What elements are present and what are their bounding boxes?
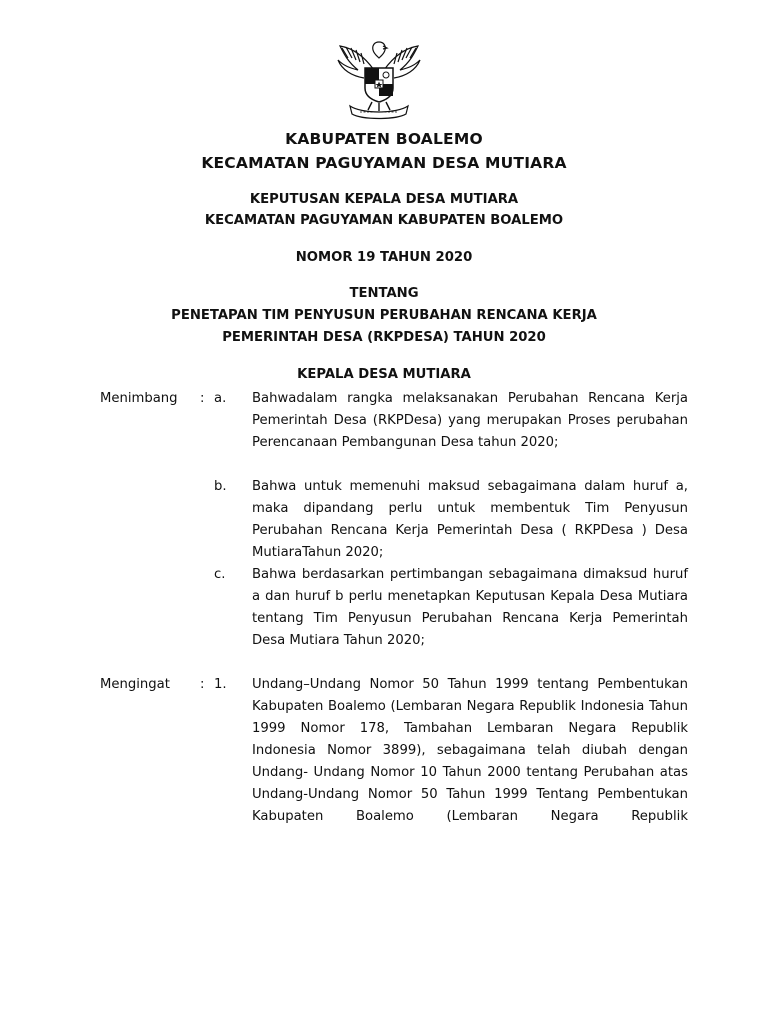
decree-title: KEPUTUSAN KEPALA DESA MUTIARA: [249, 192, 519, 207]
mengingat-colon: :: [200, 677, 205, 692]
issuer-heading: KEPALA DESA MUTIARA: [297, 367, 471, 382]
mengingat-item-1: Undang–Undang Nomor 50 Tahun 1999 tentang Pembentukan Kabupaten Boalemo (Lembaran Negara Republik Indonesia Tahun 1999 Nomor 178, Tambahan Lembaran Negara Republik Indonesia Nomor 3899), sebagaimana telah diubah dengan Undang- Undang Nomor 10 Tahun 2000 tentang Perubahan atas Undang-Undang Nomor 50 Tahun 1999 Tentang Pembentukan Kabupaten Boalemo (Lembaran Negara Republik: [252, 677, 688, 824]
decree-number: NOMOR 19 TAHUN 2020: [295, 250, 473, 265]
item-letter: a.: [214, 391, 227, 406]
item-letter: b.: [214, 479, 227, 494]
regency-heading: KABUPATEN BOALEMO: [285, 130, 483, 148]
menimbang-colon: :: [200, 391, 205, 406]
item-letter: c.: [214, 567, 226, 582]
decree-title-sub: KECAMATAN PAGUYAMAN KABUPATEN BOALEMO: [204, 213, 564, 228]
item-number: 1.: [214, 677, 227, 692]
decree-subject: PENETAPAN TIM PENYUSUN PERUBAHAN RENCANA KERJA: [171, 308, 597, 323]
menimbang-item-a: Bahwadalam rangka melaksanakan Perubahan Rencana Kerja Pemerintah Desa (RKPDesa) yang merupakan Proses perubahan Perencanaan Pembangunan Desa tahun 2020;: [252, 391, 688, 450]
garuda-emblem: [334, 36, 424, 122]
mengingat-label: Mengingat: [100, 677, 170, 692]
menimbang-label: Menimbang: [100, 391, 178, 406]
about-label: TENTANG: [349, 286, 419, 301]
decree-subject-cont: PEMERINTAH DESA (RKPDESA) TAHUN 2020: [222, 330, 546, 345]
menimbang-item-c: Bahwa berdasarkan pertimbangan sebagaimana dimaksud huruf a dan huruf b perlu menetapkan Keputusan Kepala Desa Mutiara tentang Tim Penyusun Perubahan Rencana Kerja Pemerintah Desa Mutiara Tahun 2020;: [252, 567, 688, 648]
menimbang-item-b: Bahwa untuk memenuhi maksud sebagaimana dalam huruf a, maka dipandang perlu untuk membentuk Tim Penyusun Perubahan Rencana Kerja Pemerintah Desa ( RKPDesa ) Desa MutiaraTahun 2020;: [252, 479, 688, 560]
district-heading: KECAMATAN PAGUYAMAN DESA MUTIARA: [201, 154, 567, 172]
